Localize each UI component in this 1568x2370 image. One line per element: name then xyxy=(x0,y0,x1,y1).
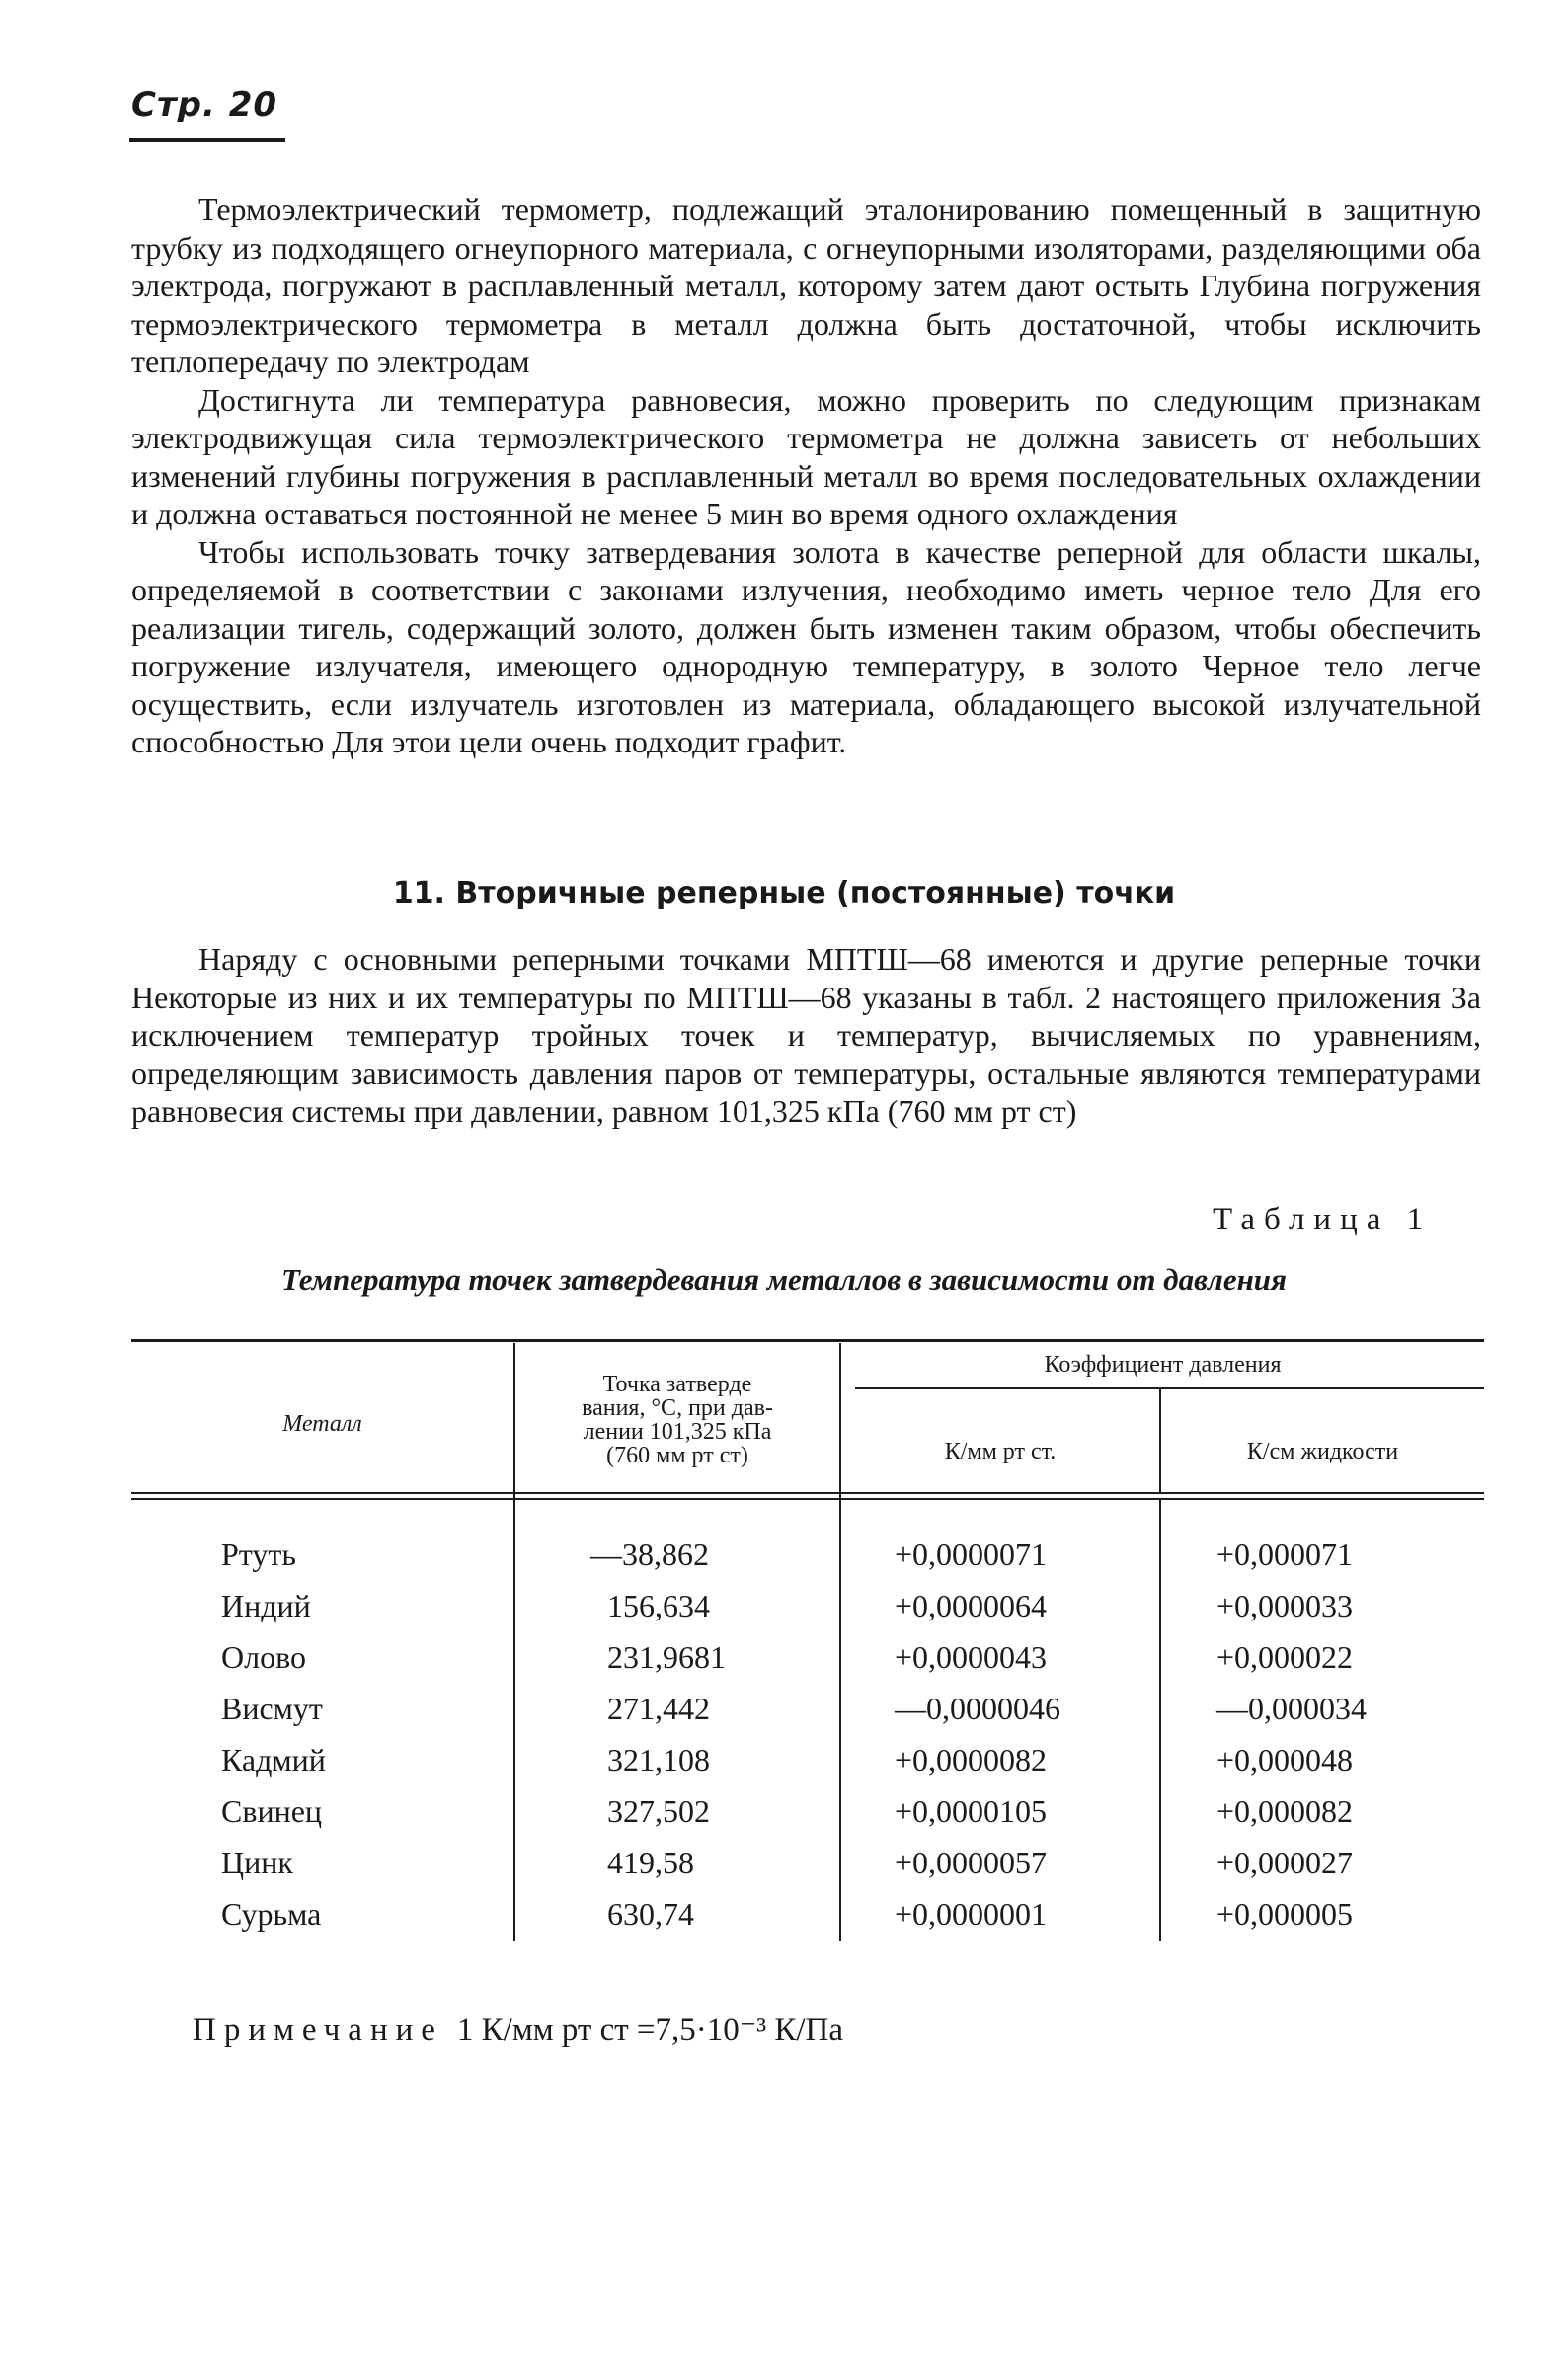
cell-kcm: —0,000034 xyxy=(1216,1691,1367,1726)
cell-point: 321,108 xyxy=(607,1742,710,1778)
page-number-rule xyxy=(129,138,285,142)
cell-kmm: +0,0000057 xyxy=(895,1845,1048,1880)
header-point-line: вания, °С, при дав- xyxy=(582,1395,773,1421)
cell-kmm: +0,0000043 xyxy=(895,1639,1048,1675)
cell-kcm: +0,000027 xyxy=(1216,1845,1354,1880)
cell-metal: Свинец xyxy=(221,1793,323,1829)
paragraph: Чтобы использовать точку затвердевания золота в качестве реперной для области шкалы, определяемой в соответствии с законами излучения, необходимо иметь черное тело Для его реализации тигель, содержащий золото, должен быть изменен таким образом, чтобы обеспечить погружение излучателя, имеющего однородную температуру, в золото Черное тело легче осуществить, если излучатель изготовлен из материала, обладающего высокой излучательной способностью Для этои цели очень подходит графит. xyxy=(131,533,1481,759)
paragraph: Достигнута ли температура равновесия, можно проверить по следующим признакам электродвижущая сила термоэлектрического термометра не должна зависеть от небольших изменений глубины погружения в расплавленный металл во время последовательных охлаждении и должна оставаться постоянной не менее 5 мин во время одного охлаждения xyxy=(131,381,1481,531)
cell-point: 630,74 xyxy=(607,1896,694,1932)
header-metal: Металл xyxy=(282,1411,362,1437)
cell-kmm: +0,0000001 xyxy=(895,1896,1048,1932)
header-point-line: лении 101,325 кПа xyxy=(583,1419,772,1445)
cell-kmm: —0,0000046 xyxy=(895,1691,1060,1726)
header-coef: Коэффициент давления xyxy=(1044,1352,1282,1378)
cell-point: —38,862 xyxy=(590,1537,709,1572)
note-label: Примечание xyxy=(193,2013,443,2048)
table-top-rule xyxy=(131,1339,1484,1342)
cell-point: 327,502 xyxy=(607,1793,710,1829)
cell-kcm: +0,000033 xyxy=(1216,1588,1354,1623)
header-kcm: К/см жидкости xyxy=(1246,1439,1399,1464)
page-number: Стр. 20 xyxy=(131,85,278,124)
cell-kcm: +0,000048 xyxy=(1216,1742,1354,1778)
cell-kcm: +0,000082 xyxy=(1216,1793,1354,1829)
intro-text xyxy=(131,191,1481,761)
column-divider xyxy=(839,1343,841,1941)
column-divider xyxy=(1159,1500,1161,1941)
cell-metal: Висмут xyxy=(221,1691,323,1726)
header-point-line: (760 мм рт ст) xyxy=(606,1443,748,1468)
header-bottom-rule xyxy=(131,1492,1484,1494)
section-title: 11. Вторичные реперные (постоянные) точки xyxy=(392,876,1176,910)
note-text: 1 К/мм рт ст =7,5·10⁻³ К/Па xyxy=(456,2013,843,2048)
cell-metal: Цинк xyxy=(221,1845,293,1880)
table-caption: Температура точек затвердевания металлов в зависимости от давления xyxy=(280,1262,1288,1297)
paragraph: Наряду с основными реперными точками МПТШ—68 имеются и другие реперные точки Некоторые из них и их температуры по МПТШ—68 указаны в табл. 2 настоящего приложения За исключением температур тройных точек и температур, вычисляемых по уравнениям, определяющим зависимость давления паров от температуры, остальные являются температурами равновесия системы при давлении, равном 101,325 кПа (760 мм рт ст) xyxy=(131,941,1481,1129)
header-kmm: К/мм рт ст. xyxy=(944,1439,1057,1464)
cell-point: 271,442 xyxy=(607,1691,710,1726)
header-sub-rule xyxy=(855,1387,1484,1389)
cell-metal: Сурьма xyxy=(221,1896,322,1932)
paragraph: Термоэлектрический термометр, подлежащий эталонированию помещенный в защитную трубку из подходящего огнеупорного материала, с огнеупорными изоляторами, разделяющими оба электрода, погружают в расплавленный металл, которому затем дают остыть Глубина погружения термоэлектрического термометра в металл должна быть достаточной, чтобы исключить теплопередачу по электродам xyxy=(131,192,1481,379)
section-text xyxy=(131,940,1481,1131)
cell-kmm: +0,0000082 xyxy=(895,1742,1048,1778)
header-bottom-rule xyxy=(131,1498,1484,1500)
cell-kmm: +0,0000064 xyxy=(895,1588,1048,1623)
cell-kcm: +0,000022 xyxy=(1216,1639,1354,1675)
cell-metal: Индий xyxy=(221,1588,311,1623)
cell-point: 231,9681 xyxy=(607,1639,726,1675)
table-label: Таблица 1 xyxy=(1213,1202,1433,1237)
cell-kcm: +0,000071 xyxy=(1216,1537,1354,1572)
cell-point: 156,634 xyxy=(607,1588,710,1623)
cell-point: 419,58 xyxy=(607,1845,694,1880)
header-point-line: Точка затверде xyxy=(602,1372,752,1397)
cell-metal: Кадмий xyxy=(221,1742,326,1778)
cell-metal: Олово xyxy=(221,1639,306,1675)
cell-kcm: +0,000005 xyxy=(1216,1896,1354,1932)
cell-kmm: +0,0000071 xyxy=(895,1537,1048,1572)
cell-metal: Ртуть xyxy=(221,1537,296,1572)
cell-kmm: +0,0000105 xyxy=(895,1793,1048,1829)
header-point xyxy=(515,1373,839,1467)
table-note xyxy=(193,2010,843,2049)
